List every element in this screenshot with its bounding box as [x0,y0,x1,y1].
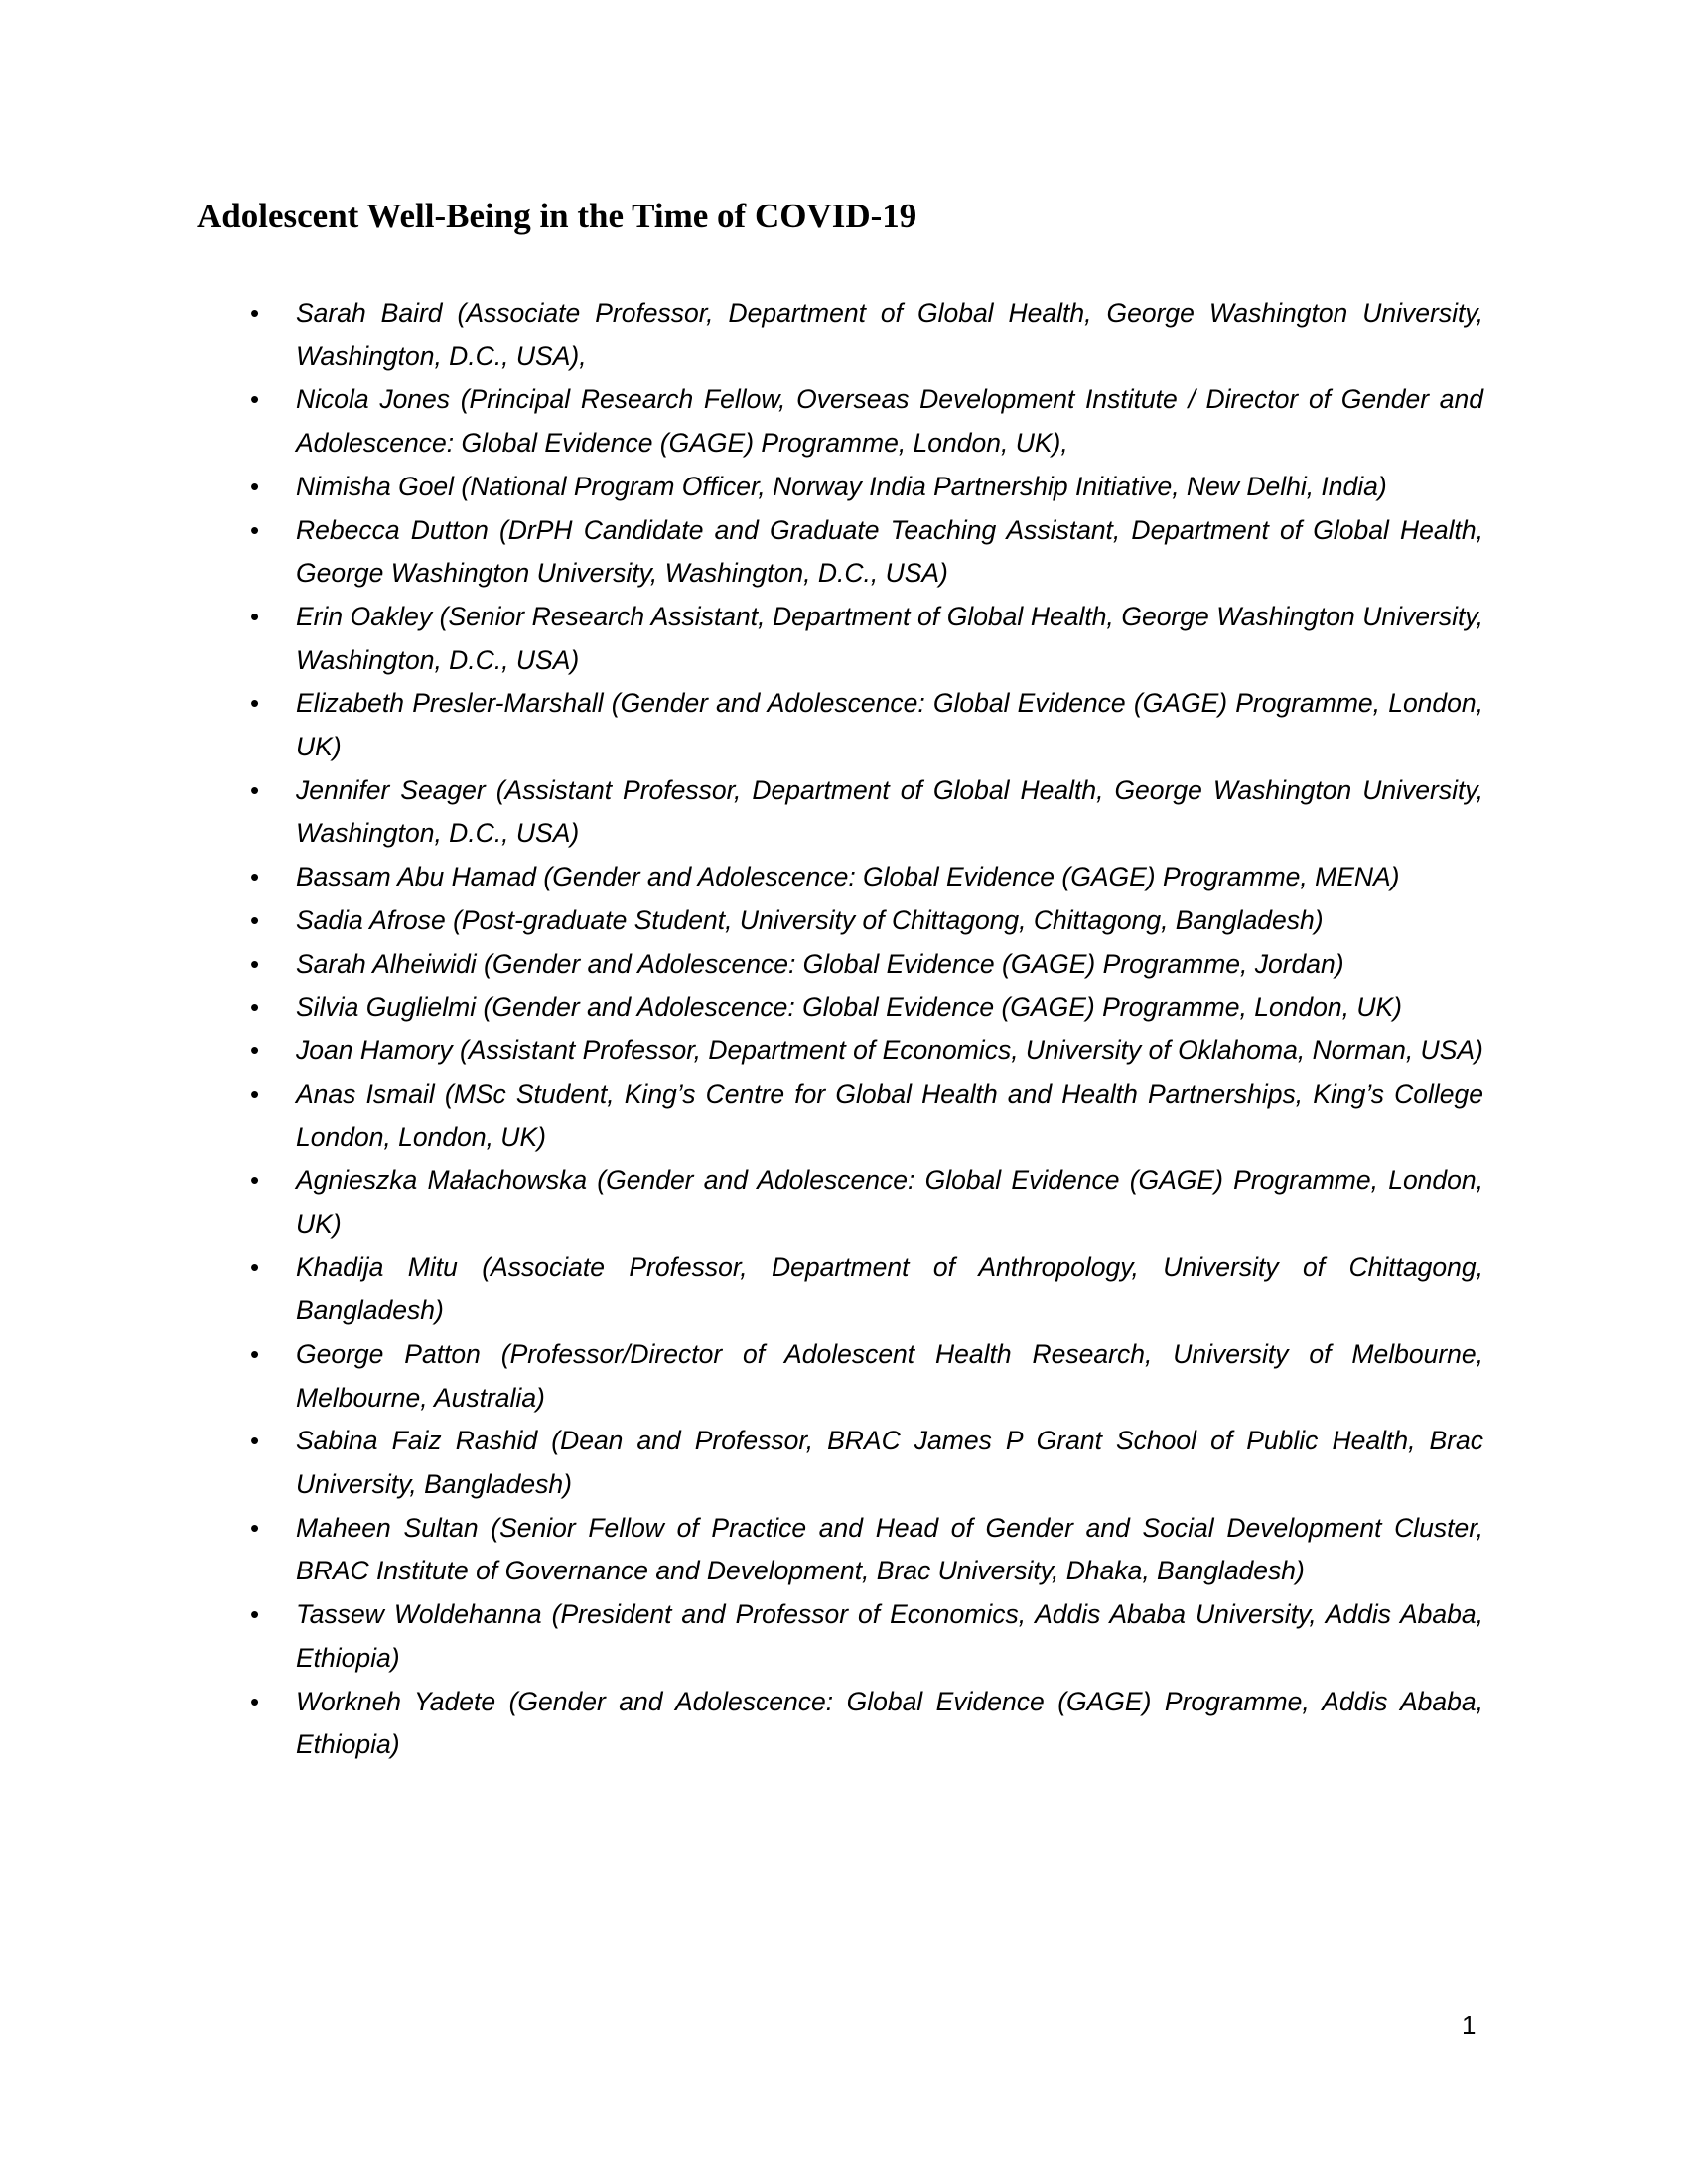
author-entry-text: Khadija Mitu (Associate Professor, Department of Anthropology, University of Chittagong, Bangladesh) [296,1252,1483,1326]
bullet-icon: • [250,1426,260,1456]
author-list-item [250,1160,1483,1246]
author-list-item [250,769,1483,856]
bullet-icon: • [250,514,260,545]
author-list-item [250,1507,1483,1593]
bullet-icon: • [250,992,260,1023]
author-list-item [250,856,1483,899]
bullet-icon: • [250,1686,260,1716]
author-list-item [250,466,1483,509]
author-list-item [250,1681,1483,1767]
author-list-item [250,509,1483,596]
author-list-item [250,682,1483,768]
author-list-item [250,378,1483,465]
page-number: 1 [1462,2010,1477,2040]
bullet-icon: • [250,1338,260,1369]
author-entry-text: Sabina Faiz Rashid (Dean and Professor, BRAC James P Grant School of Public Health, Brac University, Bangladesh) [296,1426,1483,1499]
author-entry-text: Nimisha Goel (National Program Officer, Norway India Partnership Initiative, New Delhi, India) [296,471,1387,501]
author-list-item [250,1420,1483,1506]
bullet-icon: • [250,1252,260,1283]
bullet-icon: • [250,1599,260,1630]
bullet-icon: • [250,1078,260,1109]
bullet-icon: • [250,471,260,501]
author-list-item [250,943,1483,987]
author-list-item [250,986,1483,1029]
author-list-item [250,1073,1483,1160]
author-entry-text: Elizabeth Presler-Marshall (Gender and Adolescence: Global Evidence (GAGE) Programme, London, UK) [296,688,1483,762]
bullet-icon: • [250,384,260,415]
bullet-icon: • [250,904,260,935]
author-entry-text: Jennifer Seager (Assistant Professor, Department of Global Health, George Washington University, Washington, D.C., USA) [296,774,1483,849]
bullet-icon: • [250,601,260,631]
author-entry-text: Anas Ismail (MSc Student, King’s Centre for Global Health and Health Partnerships, King’s College London, London, UK) [296,1078,1483,1153]
author-entry-text: Sarah Baird (Associate Professor, Department of Global Health, George Washington University, Washington, D.C., USA), [296,298,1483,371]
author-list-item [250,292,1483,378]
author-entry-text: Sadia Afrose (Post-graduate Student, University of Chittagong, Chittagong, Bangladesh) [296,904,1324,935]
document-title: Adolescent Well-Being in the Time of COVID-19 [197,197,917,235]
author-entry-text: Workneh Yadete (Gender and Adolescence: Global Evidence (GAGE) Programme, Addis Ababa, Ethiopia) [296,1686,1483,1760]
bullet-icon: • [250,948,260,979]
author-list [250,292,1483,1767]
author-list-item [250,899,1483,943]
author-entry-text: Nicola Jones (Principal Research Fellow, Overseas Development Institute / Director of Gender and Adolescence: Global Evidence (GAGE) Programme, London, UK), [296,384,1483,459]
bullet-icon: • [250,688,260,719]
author-entry-text: Joan Hamory (Assistant Professor, Department of Economics, University of Oklahoma, Norman, USA) [296,1034,1483,1065]
author-entry-text: Rebecca Dutton (DrPH Candidate and Graduate Teaching Assistant, Department of Global Health, George Washington University, Washington, D.C., USA) [296,514,1483,589]
author-entry-text: Erin Oakley (Senior Research Assistant, Department of Global Health, George Washington University, Washington, D.C., USA) [296,601,1483,675]
author-entry-text: Bassam Abu Hamad (Gender and Adolescence: Global Evidence (GAGE) Programme, MENA) [296,862,1400,892]
bullet-icon: • [250,1034,260,1065]
author-entry-text: Silvia Guglielmi (Gender and Adolescence: Global Evidence (GAGE) Programme, London, UK) [296,992,1403,1023]
author-entry-text: Maheen Sultan (Senior Fellow of Practice and Head of Gender and Social Development Cluster, BRAC Institute of Governance and Development, Brac University, Dhaka, Bangladesh) [296,1512,1483,1586]
author-entry-text: George Patton (Professor/Director of Adolescent Health Research, University of Melbourne, Melbourne, Australia) [296,1338,1483,1413]
author-entry-text: Sarah Alheiwidi (Gender and Adolescence: Global Evidence (GAGE) Programme, Jordan) [296,948,1344,979]
bullet-icon: • [250,774,260,805]
bullet-icon: • [250,298,260,328]
bullet-icon: • [250,1165,260,1196]
author-list-item [250,596,1483,682]
author-entry-text: Tassew Woldehanna (President and Professor of Economics, Addis Ababa University, Addis Ababa, Ethiopia) [296,1599,1483,1673]
author-list-item [250,1593,1483,1680]
bullet-icon: • [250,862,260,892]
author-list-item [250,1333,1483,1420]
author-list-item [250,1029,1483,1073]
author-list-item [250,1246,1483,1332]
author-entry-text: Agnieszka Małachowska (Gender and Adolescence: Global Evidence (GAGE) Programme, London, UK) [296,1165,1483,1239]
bullet-icon: • [250,1512,260,1543]
